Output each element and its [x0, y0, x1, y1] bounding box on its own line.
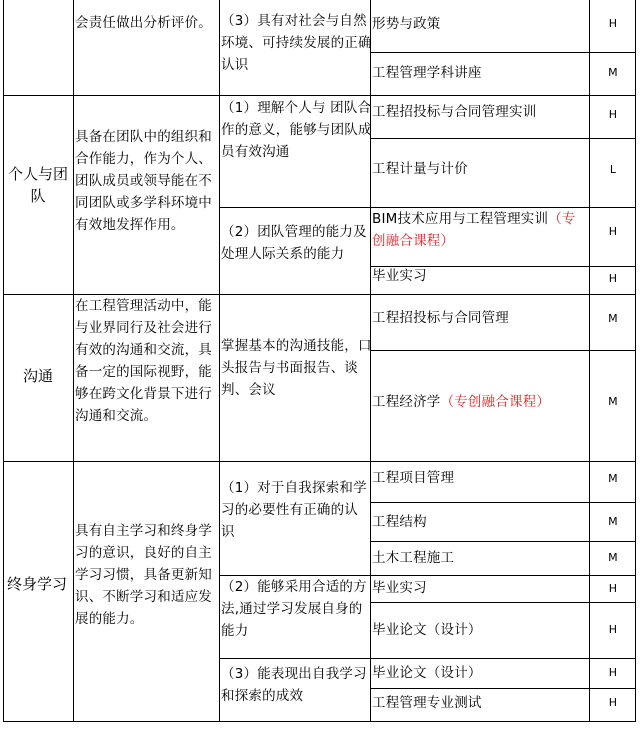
text-line: 与业界同行及社会进行	[75, 320, 212, 336]
text-line: 具有自主学习和终身学	[75, 523, 212, 539]
course-name: 工程结构	[372, 514, 427, 530]
support-level: H	[608, 696, 618, 709]
requirement-text	[75, 126, 212, 236]
course-name: 土木工程施工	[372, 550, 455, 566]
support-level: H	[608, 623, 618, 636]
requirement-text	[75, 295, 212, 427]
text-line: （2）能够采用合适的方	[221, 579, 367, 595]
text-line: 员有效沟通	[221, 144, 290, 160]
support-level: M	[608, 395, 618, 408]
support-level: H	[608, 108, 618, 121]
indicator-text	[221, 335, 372, 401]
text-line: 认识	[221, 57, 249, 73]
text-line: （1）对于自我探索和学	[221, 480, 367, 496]
text-line: 合作能力，作为个人、	[75, 151, 212, 167]
text-line: 会责任做出分析评价。	[75, 15, 212, 31]
support-level: M	[608, 472, 618, 485]
support-level: M	[608, 312, 618, 325]
text-line: 团队成员或领导能在不	[75, 173, 212, 189]
text-line: 作的意义，能够与团队成	[221, 122, 372, 138]
course-name: 工程管理学科讲座	[372, 65, 482, 81]
dimension-title: 沟通	[22, 367, 53, 385]
support-level: M	[608, 66, 618, 79]
text-line: 备一定的国际视野，能	[75, 364, 212, 380]
row-divider	[370, 541, 636, 542]
indicator-text	[221, 97, 372, 163]
indicator-text	[221, 221, 367, 265]
course-name: 形势与政策	[372, 16, 441, 32]
indicator-text	[221, 663, 367, 707]
row-divider	[370, 602, 636, 603]
row-divider	[370, 502, 636, 503]
row-divider	[370, 52, 636, 53]
text-line: 识、不断学习和适应发	[75, 589, 212, 605]
table-border-col2	[219, 0, 220, 722]
course-name: 工程管理专业测试	[372, 695, 482, 711]
support-level: H	[608, 272, 618, 285]
text-line: 在工程管理活动中，能	[75, 298, 212, 314]
course-highlight: （专	[548, 211, 576, 227]
course-name: 毕业实习	[372, 580, 427, 596]
text-line: 个人与团	[7, 165, 68, 183]
course-name	[372, 391, 550, 413]
text-line: （3）能表现出自我学习	[221, 666, 367, 682]
text-line: 沟通和交流。	[75, 408, 158, 424]
course-name: 工程招投标与合同管理实训	[372, 104, 537, 120]
text-line: 法,通过学习发展自身的	[221, 601, 363, 617]
course-name: 毕业论文（设计）	[372, 622, 482, 638]
course-name-part: 工程经济学	[372, 394, 441, 410]
table-border-col1	[73, 0, 74, 722]
text-line: 具备在团队中的组织和	[75, 129, 212, 145]
section-divider	[3, 95, 636, 96]
requirement-text	[75, 12, 212, 34]
course-highlight: （专创融合课程）	[440, 394, 551, 410]
text-line: 判、会议	[221, 382, 276, 398]
table-border-bottom	[3, 721, 636, 722]
dimension-title: 终身学习	[6, 575, 67, 593]
support-level: M	[608, 515, 618, 528]
text-line: 队	[30, 187, 46, 205]
text-line: 有效的沟通和交流，具	[75, 342, 212, 358]
course-highlight: 创融合课程）	[372, 233, 455, 249]
text-line: 习的必要性有正确的认	[221, 502, 358, 518]
support-level: H	[608, 666, 618, 679]
course-name: 工程项目管理	[372, 470, 455, 486]
text-line: 头报告与书面报告、谈	[221, 360, 358, 376]
table-border-left	[3, 0, 4, 722]
course-name-part: BIM技术应用与工程管理实训	[372, 211, 549, 227]
support-level: H	[608, 225, 618, 238]
course-name: 毕业论文（设计）	[372, 665, 482, 681]
indicator-text	[221, 477, 367, 543]
text-line: 环境、可持续发展的正确	[221, 35, 372, 51]
row-divider	[370, 138, 636, 139]
text-line: （1）理解个人与 团队合	[221, 100, 372, 116]
support-level: H	[608, 17, 618, 30]
text-line: 能力	[221, 623, 249, 639]
support-level: M	[608, 551, 618, 564]
support-level: L	[609, 163, 617, 176]
text-line: 识	[221, 524, 235, 540]
dimension-title	[3, 163, 73, 207]
text-line: 同团队或多学科环境中	[75, 195, 212, 211]
course-name: 工程计量与计价	[372, 161, 468, 177]
text-line	[372, 208, 576, 230]
text-line: 学习习惯，具备更新知	[75, 567, 212, 583]
course-name: 毕业实习	[372, 268, 427, 284]
row-divider	[219, 658, 636, 659]
support-level: H	[608, 582, 618, 595]
text-line: 习的意识，良好的自主	[75, 545, 212, 561]
course-name: 工程招投标与合同管理	[372, 310, 509, 326]
text-line: （2）团队管理的能力及	[221, 224, 367, 240]
row-divider	[370, 350, 636, 351]
text-line: 和探索的成效	[221, 688, 304, 704]
indicator-text	[221, 576, 367, 642]
course-name	[372, 208, 576, 252]
section-divider	[3, 461, 636, 462]
indicator-text	[221, 10, 372, 76]
text-line: （3）具有对社会与自然	[221, 13, 367, 29]
text-line: 展的能力。	[75, 611, 144, 627]
text-line: 掌握基本的沟通技能，口	[221, 338, 372, 354]
text-line: 够在跨文化背景下进行	[75, 386, 212, 402]
text-line: 有效地发挥作用。	[75, 217, 185, 233]
row-divider	[370, 688, 636, 689]
text-line: 处理人际关系的能力	[221, 246, 345, 262]
requirement-text	[75, 520, 212, 630]
